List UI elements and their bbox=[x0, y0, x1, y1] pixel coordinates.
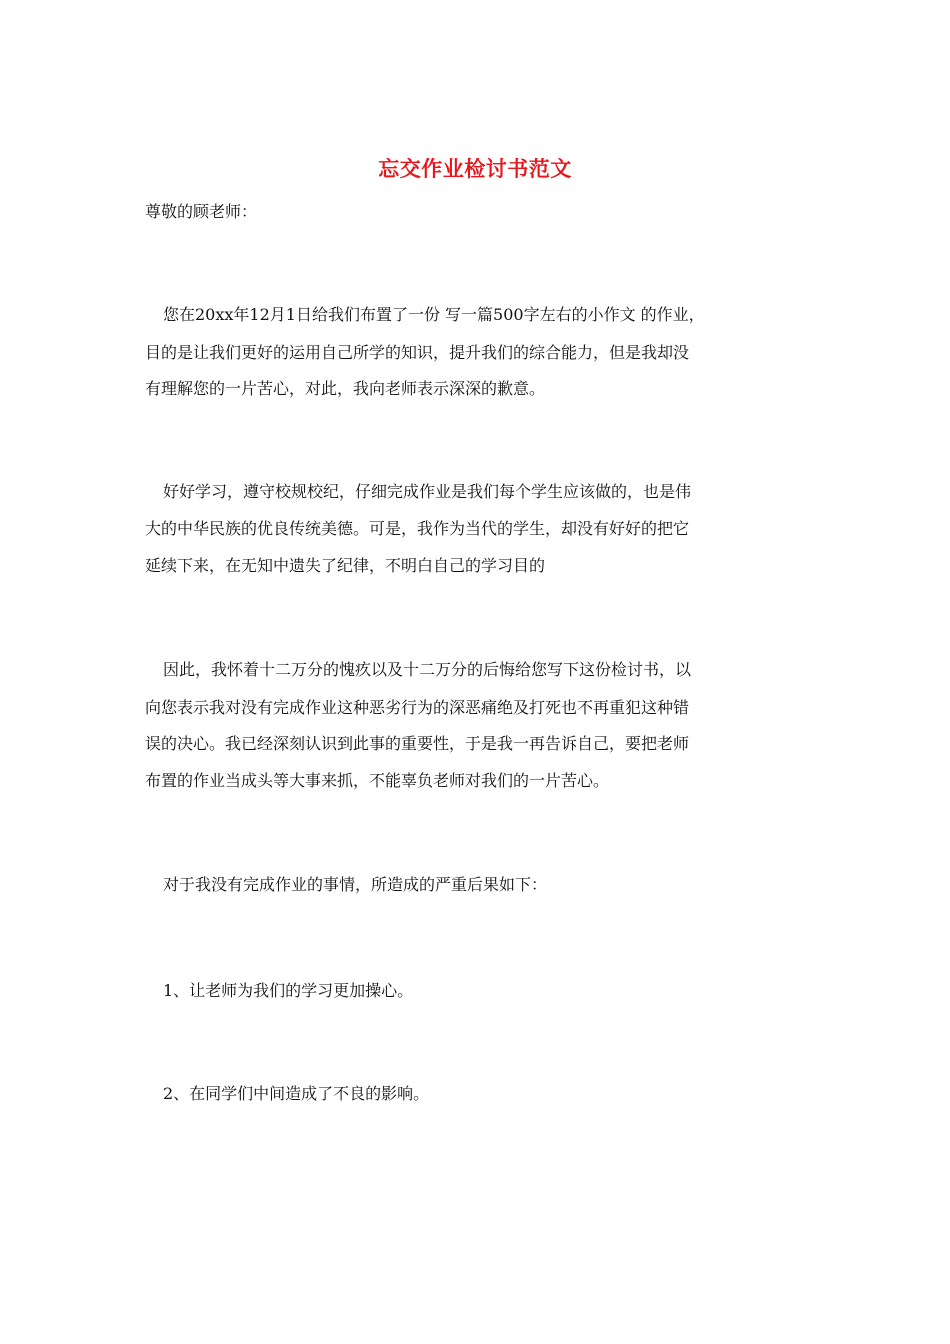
paragraph-2-line-3: 延续下来，在无知中遗失了纪律，不明白自己的学习目的 bbox=[145, 556, 546, 575]
document-title: 忘交作业检讨书范文 bbox=[378, 156, 572, 181]
salutation: 尊敬的顾老师： bbox=[145, 202, 258, 221]
paragraph-3-line-2: 向您表示我对没有完成作业这种恶劣行为的深恶痛绝及打死也不再重犯这种错 bbox=[145, 698, 690, 717]
paragraph-3-line-4: 布置的作业当成头等大事来抓，不能辜负老师对我们的一片苦心。 bbox=[145, 771, 610, 790]
paragraph-1-line-1: 您在20xx年12月1日给我们布置了一份 写一篇500字左右的小作文 的作业， bbox=[163, 305, 705, 324]
paragraph-1-line-2: 目的是让我们更好的运用自己所学的知识，提升我们的综合能力，但是我却没 bbox=[145, 343, 690, 362]
paragraph-1-line-3: 有理解您的一片苦心，对此，我向老师表示深深的歉意。 bbox=[145, 379, 546, 398]
paragraph-2-line-1: 好好学习，遵守校规校纪，仔细完成作业是我们每个学生应该做的，也是伟 bbox=[163, 482, 692, 501]
paragraph-4: 对于我没有完成作业的事情，所造成的严重后果如下： bbox=[163, 875, 548, 894]
paragraph-2-line-2: 大的中华民族的优良传统美德。可是，我作为当代的学生，却没有好好的把它 bbox=[145, 519, 690, 538]
consequence-item-1: 1、让老师为我们的学习更加操心。 bbox=[163, 981, 414, 1000]
paragraph-3-line-3: 误的决心。我已经深刻认识到此事的重要性，于是我一再告诉自己，要把老师 bbox=[145, 734, 690, 753]
paragraph-3-line-1: 因此，我怀着十二万分的愧疚以及十二万分的后悔给您写下这份检讨书，以 bbox=[163, 660, 692, 679]
consequence-item-2: 2、在同学们中间造成了不良的影响。 bbox=[163, 1084, 430, 1103]
